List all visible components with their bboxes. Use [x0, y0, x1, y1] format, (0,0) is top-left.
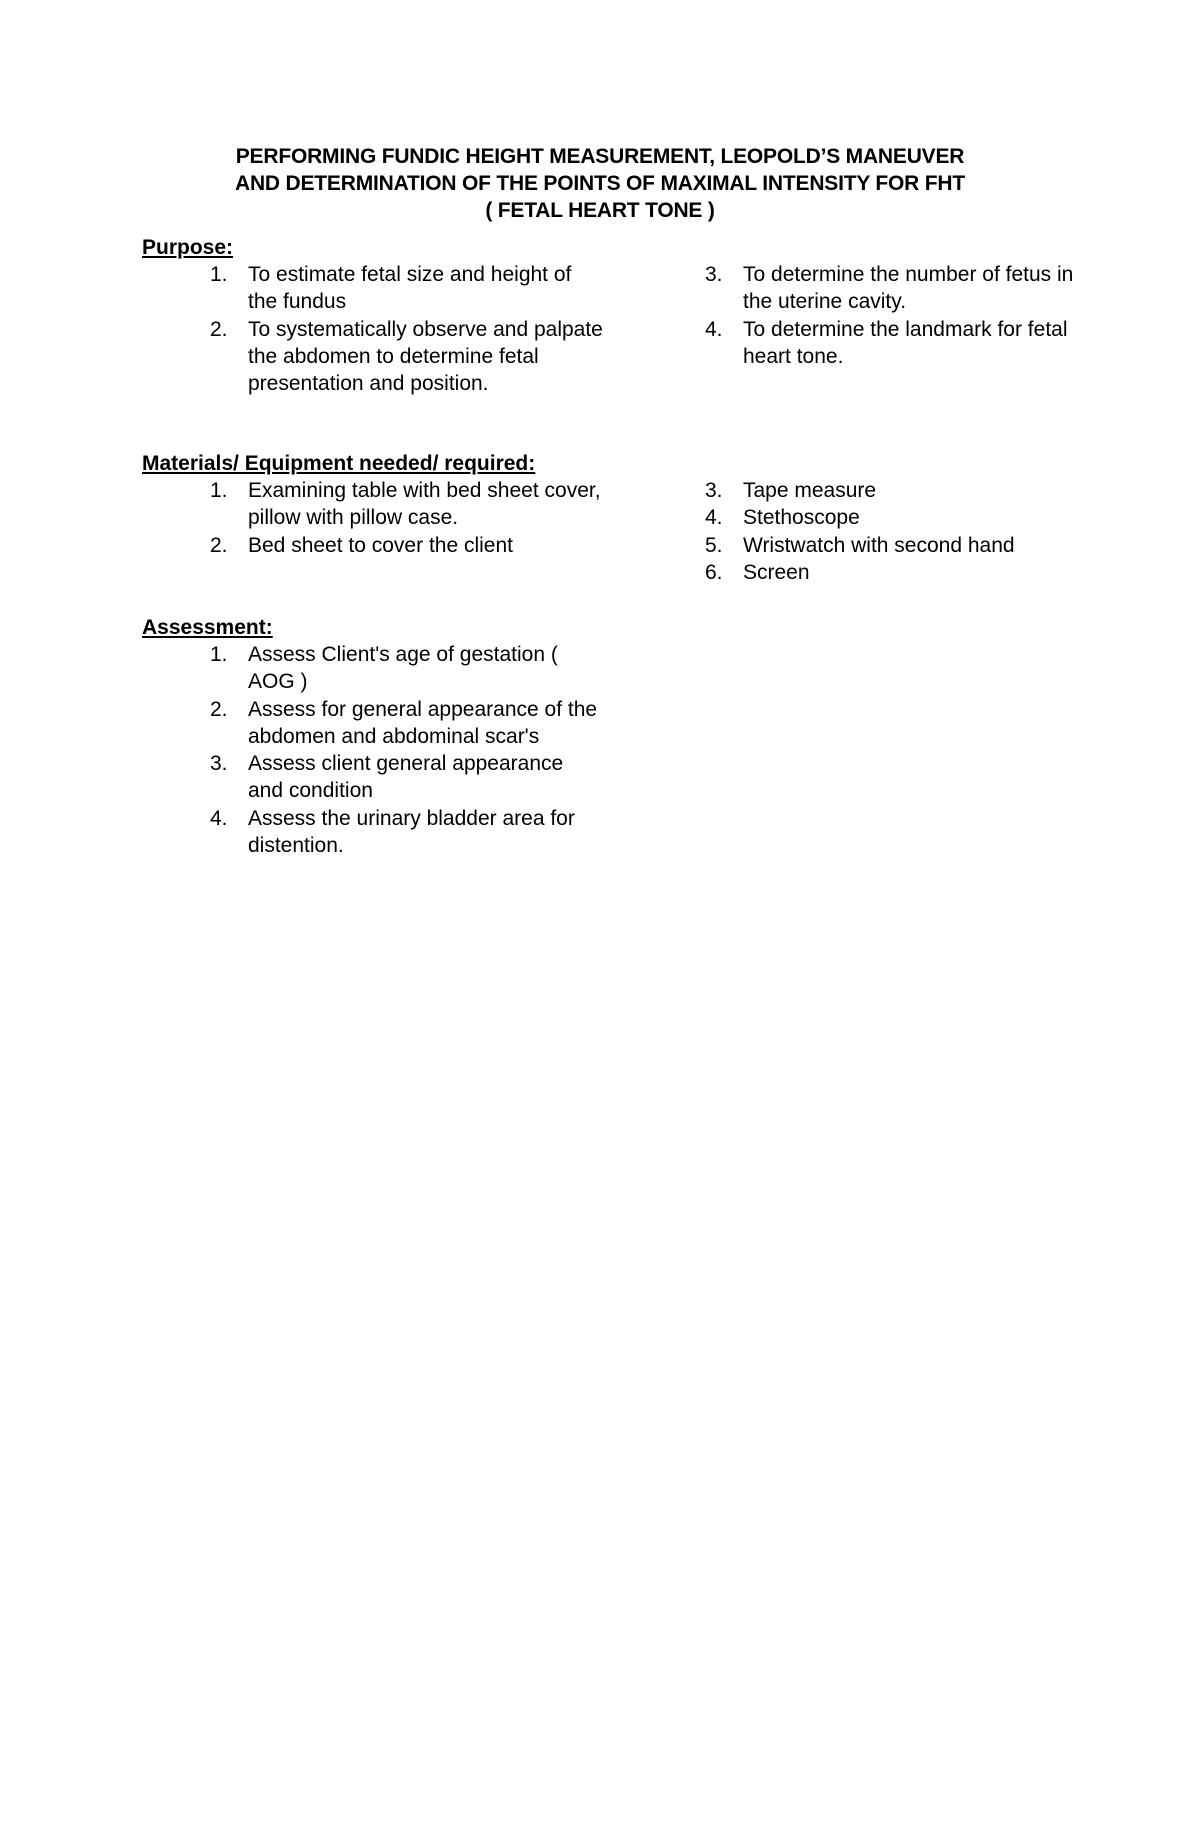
list-number: 4.	[210, 806, 228, 830]
list-text: Screen	[743, 560, 810, 584]
list-number: 3.	[210, 752, 228, 776]
title-line-3: ( FETAL HEART TONE )	[485, 199, 715, 222]
title-line-2: AND DETERMINATION OF THE POINTS OF MAXIMAL INTENSITY FOR FHT	[235, 172, 965, 195]
list-item	[210, 316, 610, 398]
list-number: 4.	[705, 317, 723, 341]
list-item	[210, 805, 610, 860]
materials-heading: Materials/ Equipment needed/ required:	[142, 452, 536, 475]
materials-list-left	[210, 477, 610, 559]
list-item	[210, 477, 610, 532]
assessment-heading: Assessment:	[142, 616, 273, 639]
list-item	[705, 504, 1105, 531]
list-text: To estimate fetal size and height of the fundus	[248, 263, 572, 314]
list-number: 6.	[705, 560, 723, 584]
list-text: Examining table with bed sheet cover, pillow with pillow case.	[248, 479, 601, 530]
list-item	[705, 532, 1105, 559]
list-item	[210, 261, 610, 316]
list-number: 2.	[210, 697, 228, 721]
list-item	[210, 696, 610, 751]
list-text: Assess for general appearance of the abdomen and abdominal scar's	[248, 697, 598, 748]
list-text: To determine the number of fetus in the uterine cavity.	[743, 263, 1074, 314]
list-text: Bed sheet to cover the client	[248, 533, 513, 557]
list-item	[705, 559, 1105, 586]
list-text: Assess the urinary bladder area for distention.	[248, 806, 575, 858]
list-item	[705, 261, 1105, 316]
list-item	[210, 532, 610, 559]
list-text: To systematically observe and palpate the abdomen to determine fetal presentation and position.	[248, 317, 603, 396]
list-number: 1.	[210, 263, 228, 286]
materials-list-right	[705, 477, 1105, 586]
purpose-list-right	[705, 261, 1105, 370]
list-text: Assess Client's age of gestation ( AOG )	[248, 643, 558, 694]
list-text: To determine the landmark for fetal heart tone.	[743, 317, 1068, 368]
title-line-1: PERFORMING FUNDIC HEIGHT MEASUREMENT, LEOPOLD’S MANEUVER	[235, 145, 965, 168]
list-number: 3.	[705, 479, 723, 502]
list-item	[210, 641, 610, 696]
list-number: 1.	[210, 479, 228, 502]
list-text: Wristwatch with second hand	[743, 533, 1015, 557]
list-item	[705, 477, 1105, 504]
list-number: 3.	[705, 263, 723, 286]
page-title	[140, 143, 1060, 224]
list-item	[210, 750, 610, 805]
list-number: 2.	[210, 533, 228, 557]
list-number: 1.	[210, 643, 228, 666]
list-number: 2.	[210, 317, 228, 341]
list-text: Assess client general appearance and condition	[248, 752, 564, 803]
assessment-list	[210, 641, 610, 859]
list-number: 4.	[705, 506, 723, 530]
list-text: Tape measure	[743, 479, 877, 502]
list-item	[705, 316, 1105, 371]
list-text: Stethoscope	[743, 506, 860, 530]
purpose-heading: Purpose:	[142, 236, 234, 259]
list-number: 5.	[705, 533, 723, 557]
purpose-list-left	[210, 261, 610, 397]
